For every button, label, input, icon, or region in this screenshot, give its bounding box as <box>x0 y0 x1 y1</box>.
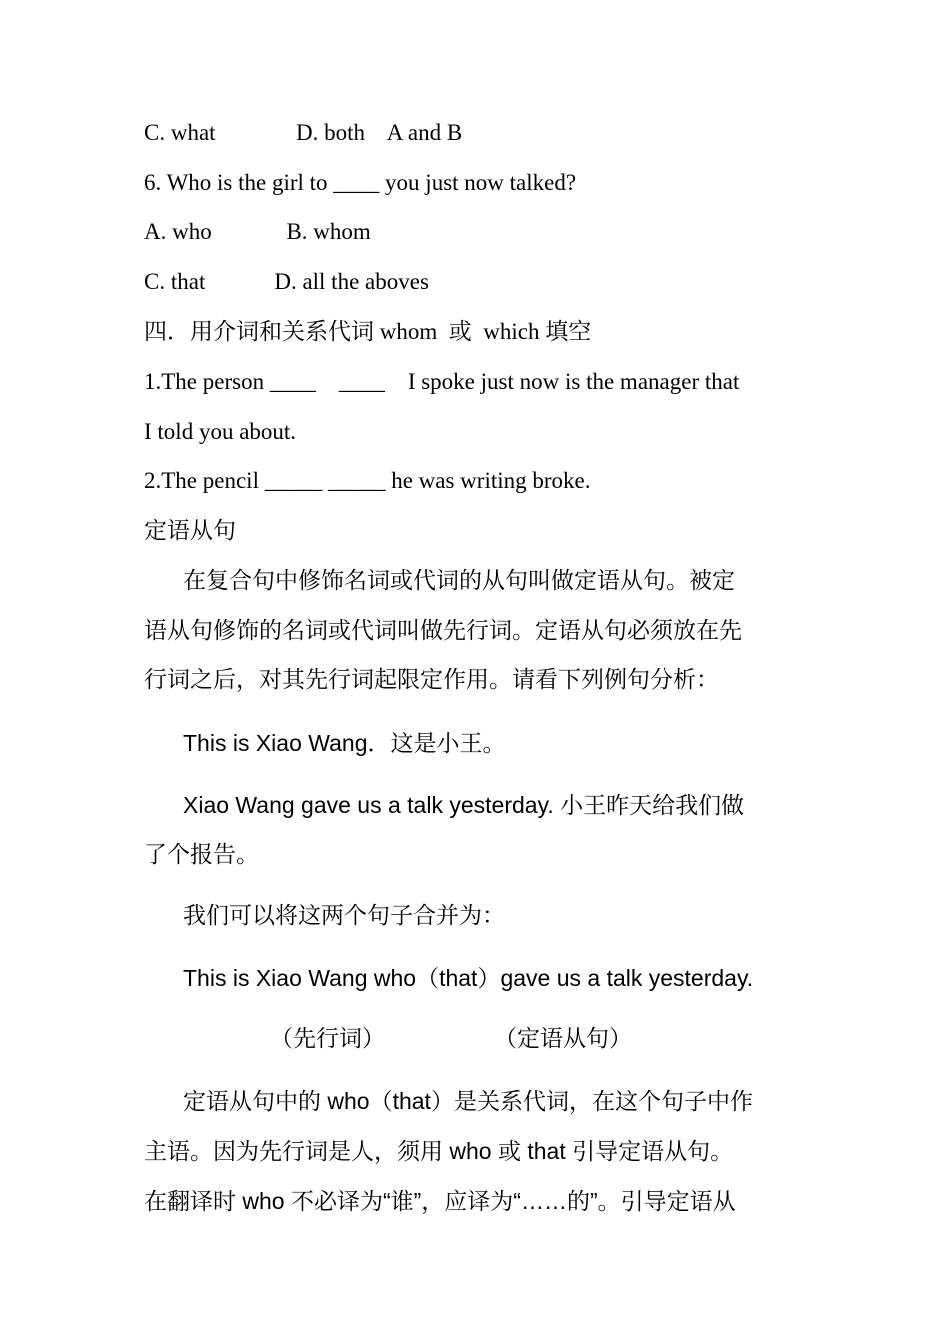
intro-line3: 行词之后，对其先行词起限定作用。请看下列例句分析： <box>144 667 719 693</box>
explain-line3: 在翻译时 who 不必译为“谁”，应译为“……的”。引导定语从 <box>144 1188 736 1214</box>
intro-line2: 语从句修饰的名词或代词叫做先行词。定语从句必须放在先 <box>144 618 742 644</box>
section4-q1-line1: 1.The person ____ ____ I spoke just now is the manager that <box>144 369 740 394</box>
section4-q2: 2.The pencil _____ _____ he was writing broke. <box>144 468 591 493</box>
q5-options-cd: C. what D. both A and B <box>144 120 463 145</box>
label-clause: （定语从句） <box>494 1026 632 1052</box>
combine-note: 我们可以将这两个句子合并为： <box>183 903 505 929</box>
example2-line1: Xiao Wang gave us a talk yesterday. 小王昨天给我们做 <box>183 792 745 818</box>
q6-question: 6. Who is the girl to ____ you just now talked? <box>144 170 577 195</box>
explain-line2: 主语。因为先行词是人，须用 who 或 that 引导定语从句。 <box>144 1138 734 1164</box>
intro-line1: 在复合句中修饰名词或代词的从句叫做定语从句。被定 <box>183 568 735 594</box>
explain-line1: 定语从句中的 who（that）是关系代词，在这个句子中作 <box>183 1088 753 1114</box>
example1: This is Xiao Wang．这是小王。 <box>183 730 506 756</box>
example2-line2: 了个报告。 <box>144 842 259 868</box>
lesson-title: 定语从句 <box>144 518 236 544</box>
section4-heading: 四．用介词和关系代词 whom 或 which 填空 <box>144 319 592 344</box>
q6-options-ab: A. who B. whom <box>144 219 371 244</box>
section4-q1-line2: I told you about. <box>144 419 297 444</box>
label-antecedent: （先行词） <box>270 1026 385 1052</box>
q6-options-cd: C. that D. all the aboves <box>144 269 429 294</box>
combined-sentence: This is Xiao Wang who（that）gave us a talk yesterday. <box>183 965 754 991</box>
